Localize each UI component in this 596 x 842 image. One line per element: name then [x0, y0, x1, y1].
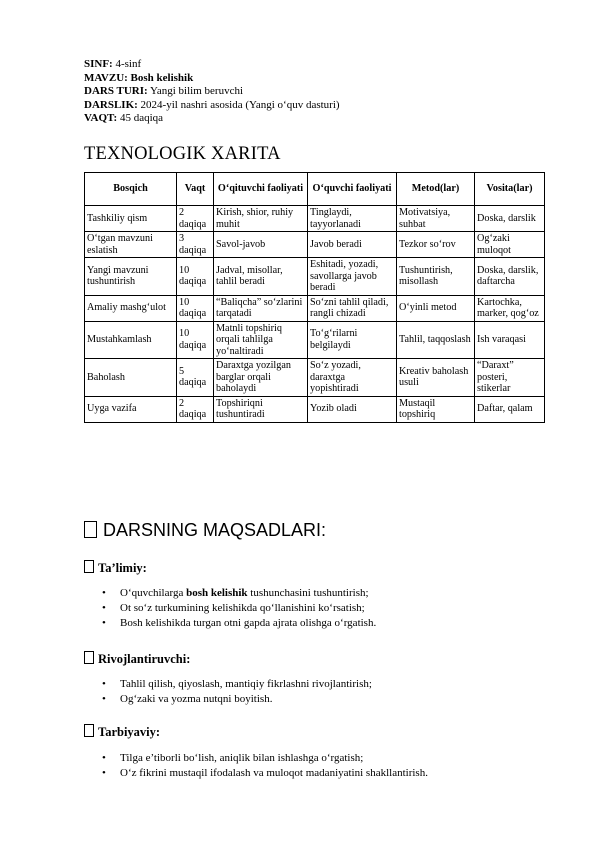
list-item: • Og‘zaki va yozma nutqni boyitish. — [102, 692, 372, 707]
table-cell: Kreativ baholash usuli — [397, 359, 475, 397]
table-cell: 2 daqiqa — [177, 206, 214, 232]
table-cell: 3 daqiqa — [177, 232, 214, 258]
table-cell: Mustaqil topshiriq — [397, 396, 475, 422]
list-item: • O‘z fikrini mustaqil ifodalash va muloqot madaniyatini shakllantirish. — [102, 766, 428, 781]
developmental-list — [102, 677, 372, 707]
table-row — [85, 321, 545, 359]
table-cell: 10 daqiqa — [177, 295, 214, 321]
meta-topic: MAVZU: Bosh kelishik — [84, 71, 194, 84]
table-cell: Javob beradi — [308, 232, 397, 258]
list-item: • Ot so‘z turkumining kelishikda qo‘llanishini ko‘rsatish; — [102, 601, 376, 616]
missing-glyph-icon — [84, 521, 97, 538]
table-cell: So‘zni tahlil qiladi, rangli chizadi — [308, 295, 397, 321]
table-cell: Daftar, qalam — [475, 396, 545, 422]
table-cell: 5 daqiqa — [177, 359, 214, 397]
table-cell: Kirish, shior, ruhiy muhit — [214, 206, 308, 232]
missing-glyph-icon — [84, 724, 94, 737]
meta-type: DARS TURI: Yangi bilim beruvchi — [84, 85, 244, 97]
table-cell: To‘g‘rilarni belgilaydi — [308, 321, 397, 359]
table-row — [85, 232, 545, 258]
table-cell: “Daraxt” posteri, stikerlar — [475, 359, 545, 397]
table-cell: Tinglaydi, tayyorlanadi — [308, 206, 397, 232]
table-cell: Baholash — [85, 359, 177, 397]
table-cell: “Baliqcha” so‘zlarini tarqatadi — [214, 295, 308, 321]
table-cell: O‘tgan mavzuni eslatish — [85, 232, 177, 258]
upbringing-list — [102, 751, 428, 781]
map-title: TEXNOLOGIK XARITA — [84, 144, 281, 164]
table-cell: Doska, darslik, daftarcha — [475, 258, 545, 296]
table-cell: Matnli topshiriq orqali tahlilga yo‘naltiradi — [214, 321, 308, 359]
table-cell: Amaliy mashg‘ulot — [85, 295, 177, 321]
table-cell: Motivatsiya, suhbat — [397, 206, 475, 232]
table-cell: Tushuntirish, misollash — [397, 258, 475, 296]
table-cell: Daraxtga yozilgan barglar orqali baholaydi — [214, 359, 308, 397]
col-header: Metod(lar) — [397, 173, 475, 206]
col-header: Vaqt — [177, 173, 214, 206]
lesson-meta — [84, 58, 340, 126]
missing-glyph-icon — [84, 651, 94, 664]
section-educational: Ta’limiy: — [84, 560, 147, 576]
table-cell: So‘z yozadi, daraxtga yopishtiradi — [308, 359, 397, 397]
table-cell: Kartochka, marker, qog‘oz — [475, 295, 545, 321]
goals-title: DARSNING MAQSADLARI: — [84, 520, 326, 541]
table-cell: Mustahkamlash — [85, 321, 177, 359]
table-cell: Tezkor so‘rov — [397, 232, 475, 258]
col-header: O‘qituvchi faoliyati — [214, 173, 308, 206]
table-cell: O‘yinli metod — [397, 295, 475, 321]
table-cell: 2 daqiqa — [177, 396, 214, 422]
tech-map-table — [84, 172, 545, 423]
table-cell: Yozib oladi — [308, 396, 397, 422]
table-cell: Jadval, misollar, tahlil beradi — [214, 258, 308, 296]
col-header: Vosita(lar) — [475, 173, 545, 206]
table-row — [85, 359, 545, 397]
table-cell: Yangi mavzuni tushuntirish — [85, 258, 177, 296]
col-header: Bosqich — [85, 173, 177, 206]
table-header-row — [85, 173, 545, 206]
table-cell: Uyga vazifa — [85, 396, 177, 422]
table-cell: Ish varaqasi — [475, 321, 545, 359]
list-item: • Bosh kelishikda turgan otni gapda ajrata olishga o‘rgatish. — [102, 616, 376, 631]
table-cell: Og‘zaki muloqot — [475, 232, 545, 258]
table-row — [85, 206, 545, 232]
table-cell: Tashkiliy qism — [85, 206, 177, 232]
meta-time: VAQT: 45 daqiqa — [84, 112, 164, 124]
table-row — [85, 396, 545, 422]
list-item: • Tahlil qilish, qiyoslash, mantiqiy fikrlashni rivojlantirish; — [102, 677, 372, 692]
table-cell: 10 daqiqa — [177, 321, 214, 359]
table-cell: Doska, darslik — [475, 206, 545, 232]
table-cell: Eshitadi, yozadi, savollarga javob beradi — [308, 258, 397, 296]
list-item: • O‘quvchilarga bosh kelishik tushunchasini tushuntirish; — [102, 586, 376, 601]
meta-book: DARSLIK: 2024-yil nashri asosida (Yangi o‘quv dasturi) — [84, 98, 340, 111]
table-cell: Tahlil, taqqoslash — [397, 321, 475, 359]
col-header: O‘quvchi faoliyati — [308, 173, 397, 206]
educational-list — [102, 586, 376, 631]
table-row — [85, 258, 545, 296]
meta-grade: SINF: 4-sinf — [84, 58, 142, 70]
section-developmental: Rivojlantiruvchi: — [84, 651, 190, 667]
table-cell: Topshiriqni tushuntiradi — [214, 396, 308, 422]
list-item: • Tilga e’tiborli bo‘lish, aniqlik bilan ishlashga o‘rgatish; — [102, 751, 428, 766]
table-cell: 10 daqiqa — [177, 258, 214, 296]
table-cell: Savol-javob — [214, 232, 308, 258]
table-row — [85, 295, 545, 321]
section-upbringing: Tarbiyaviy: — [84, 724, 160, 740]
missing-glyph-icon — [84, 560, 94, 573]
